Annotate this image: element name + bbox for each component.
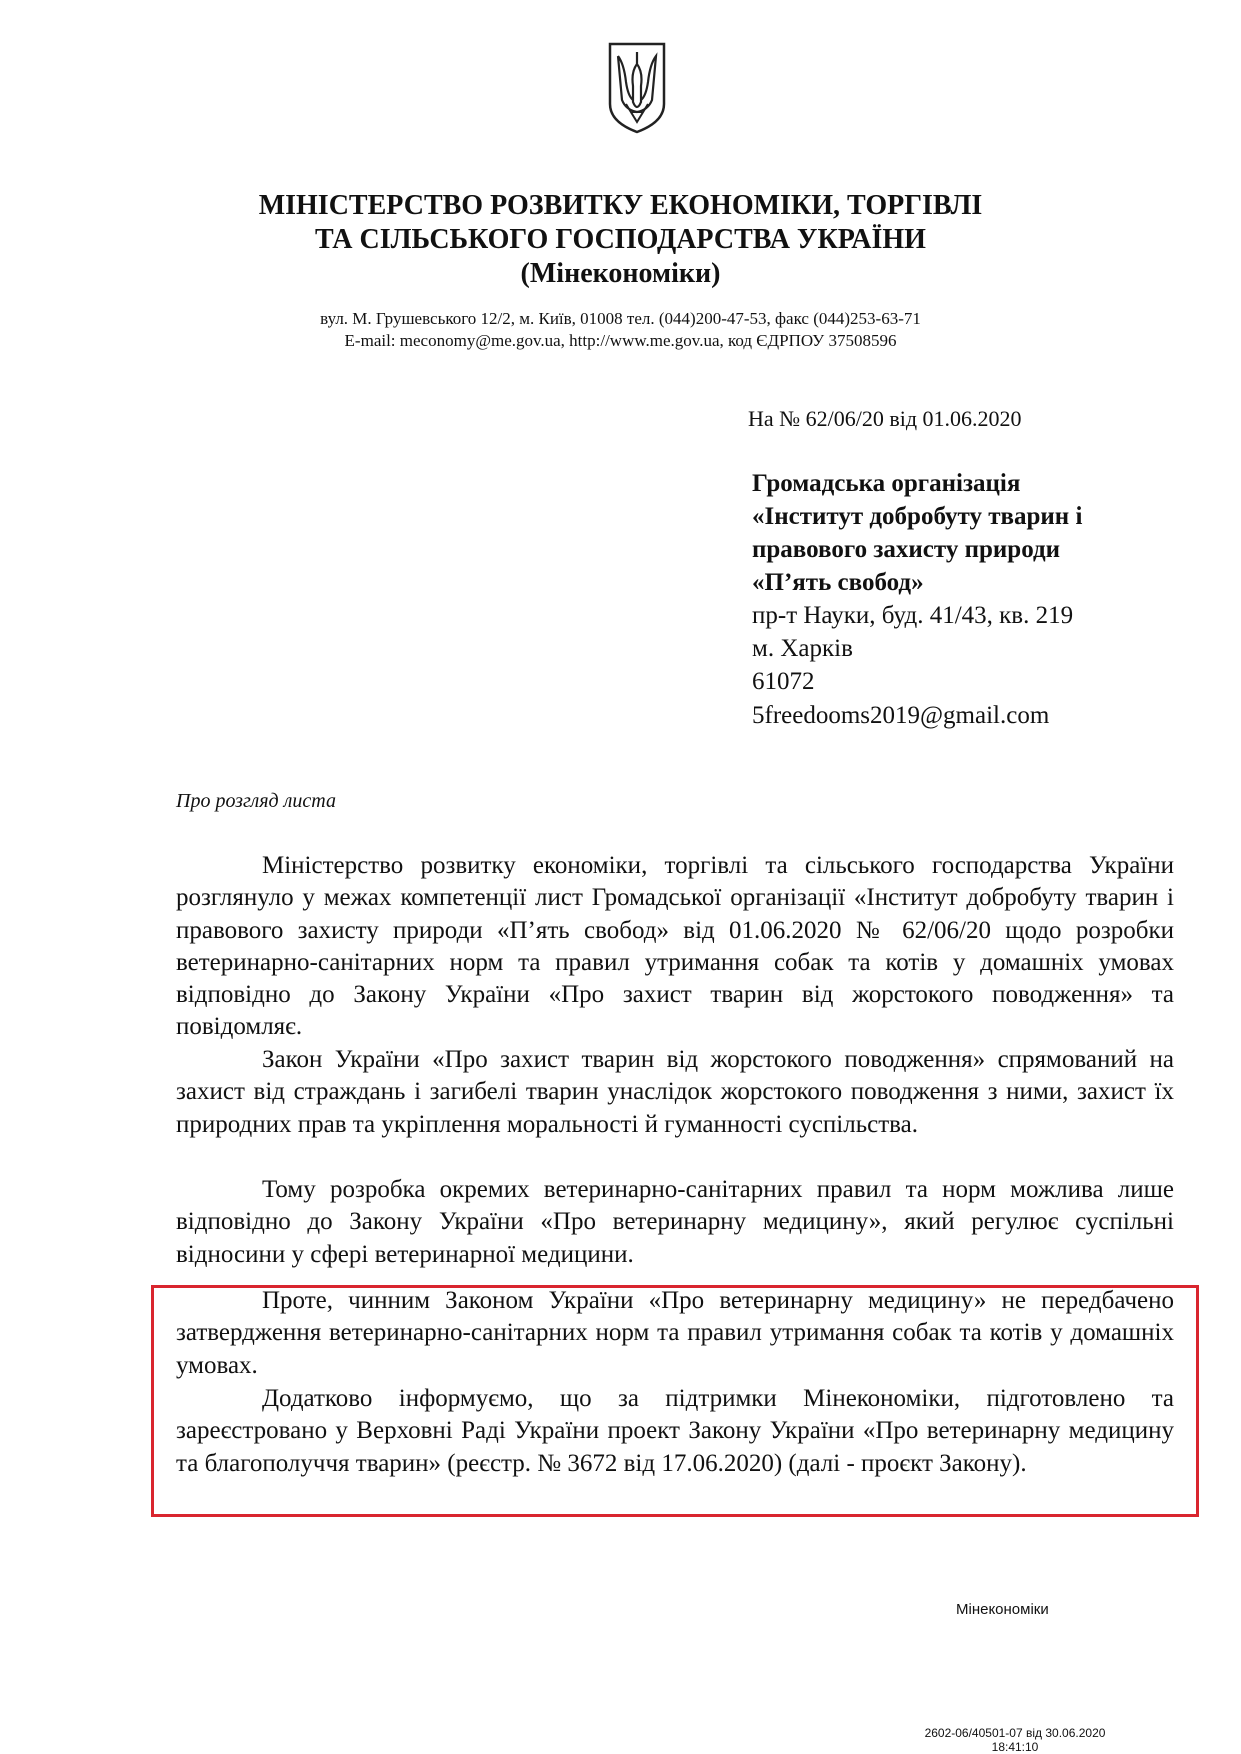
recipient-postcode: 61072 <box>752 668 815 695</box>
registration-stamp <box>900 1726 1130 1754</box>
letter-subject: Про розгляд листа <box>176 790 336 812</box>
body-paragraph-4: Проте, чинним Законом України «Про ветеринарну медицину» не передбачено затвердження ветеринарно-санітарних норм та правил утримання собак та котів у домашніх умовах. <box>176 1287 1174 1379</box>
body-paragraph-5: Додатково інформуємо, що за підтримки Мінекономіки, підготовлено та зареєстровано у Верховні Раді України проект Закону України «Про ветеринарну медицину та благополуччя тварин» (реєстр. № 3672 від 17.06.2020) (далі - проєкт Закону). <box>176 1385 1174 1477</box>
recipient-email: 5freedooms2019@gmail.com <box>752 702 1050 729</box>
body-paragraph-1: Міністерство розвитку економіки, торгівлі та сільського господарства України розглянуло у межах компетенції лист Громадської організації «Інститут добробуту тварин і правового захисту природи «П’ять свобод» від 01.06.2020 № 62/06/20 щодо розробки ветеринарно-санітарних норм та правил утримання собак та котів у домашніх умовах відповідно до Закону України «Про захист тварин від жорстокого поводження» та повідомляє. <box>176 852 1174 1041</box>
sender-signature: Мінекономіки <box>956 1601 1049 1618</box>
registration-time: 18:41:10 <box>991 1740 1039 1754</box>
recipient-org-line4: «П’ять свобод» <box>752 569 924 596</box>
trident-emblem-icon <box>606 42 668 134</box>
recipient-org-line3: правового захисту природи <box>752 536 1061 563</box>
recipient-org-line1: Громадська організація <box>752 470 1021 497</box>
recipient-street: пр-т Науки, буд. 41/43, кв. 219 <box>752 602 1074 629</box>
address-line: вул. М. Грушевського 12/2, м. Київ, 01008 тел. (044)200-47-53, факс (044)253-63-71 <box>320 309 921 328</box>
recipient-city: м. Харків <box>752 635 853 662</box>
registration-number: 2602-06/40501-07 від 30.06.2020 <box>924 1726 1106 1740</box>
ministry-short-name: (Мінекономіки) <box>520 258 721 289</box>
highlight-box <box>151 1285 1199 1517</box>
ministry-name-line1: МІНІСТЕРСТВО РОЗВИТКУ ЕКОНОМІКИ, ТОРГІВЛІ <box>258 190 983 221</box>
contacts-line: E-mail: meconomy@me.gov.ua, http://www.me.gov.ua, код ЄДРПОУ 37508596 <box>344 331 897 350</box>
recipient-org-line2: «Інститут добробуту тварин і <box>752 503 1083 530</box>
body-paragraph-3: Тому розробка окремих ветеринарно-санітарних правил та норм можлива лише відповідно до Закону України «Про ветеринарну медицину», який регулює суспільні відносини у сфері ветеринарної медицини. <box>176 1176 1174 1268</box>
body-paragraph-2: Закон України «Про захист тварин від жорстокого поводження» спрямований на захист від страждань і загибелі тварин унаслідок жорстокого поводження з ними, захист їх природних прав та укріплення моральності й гуманності суспільства. <box>176 1046 1174 1138</box>
ministry-name-line2: ТА СІЛЬСЬКОГО ГОСПОДАРСТВА УКРАЇНИ <box>315 224 926 255</box>
reference-number: На № 62/06/20 від 01.06.2020 <box>748 406 1022 431</box>
